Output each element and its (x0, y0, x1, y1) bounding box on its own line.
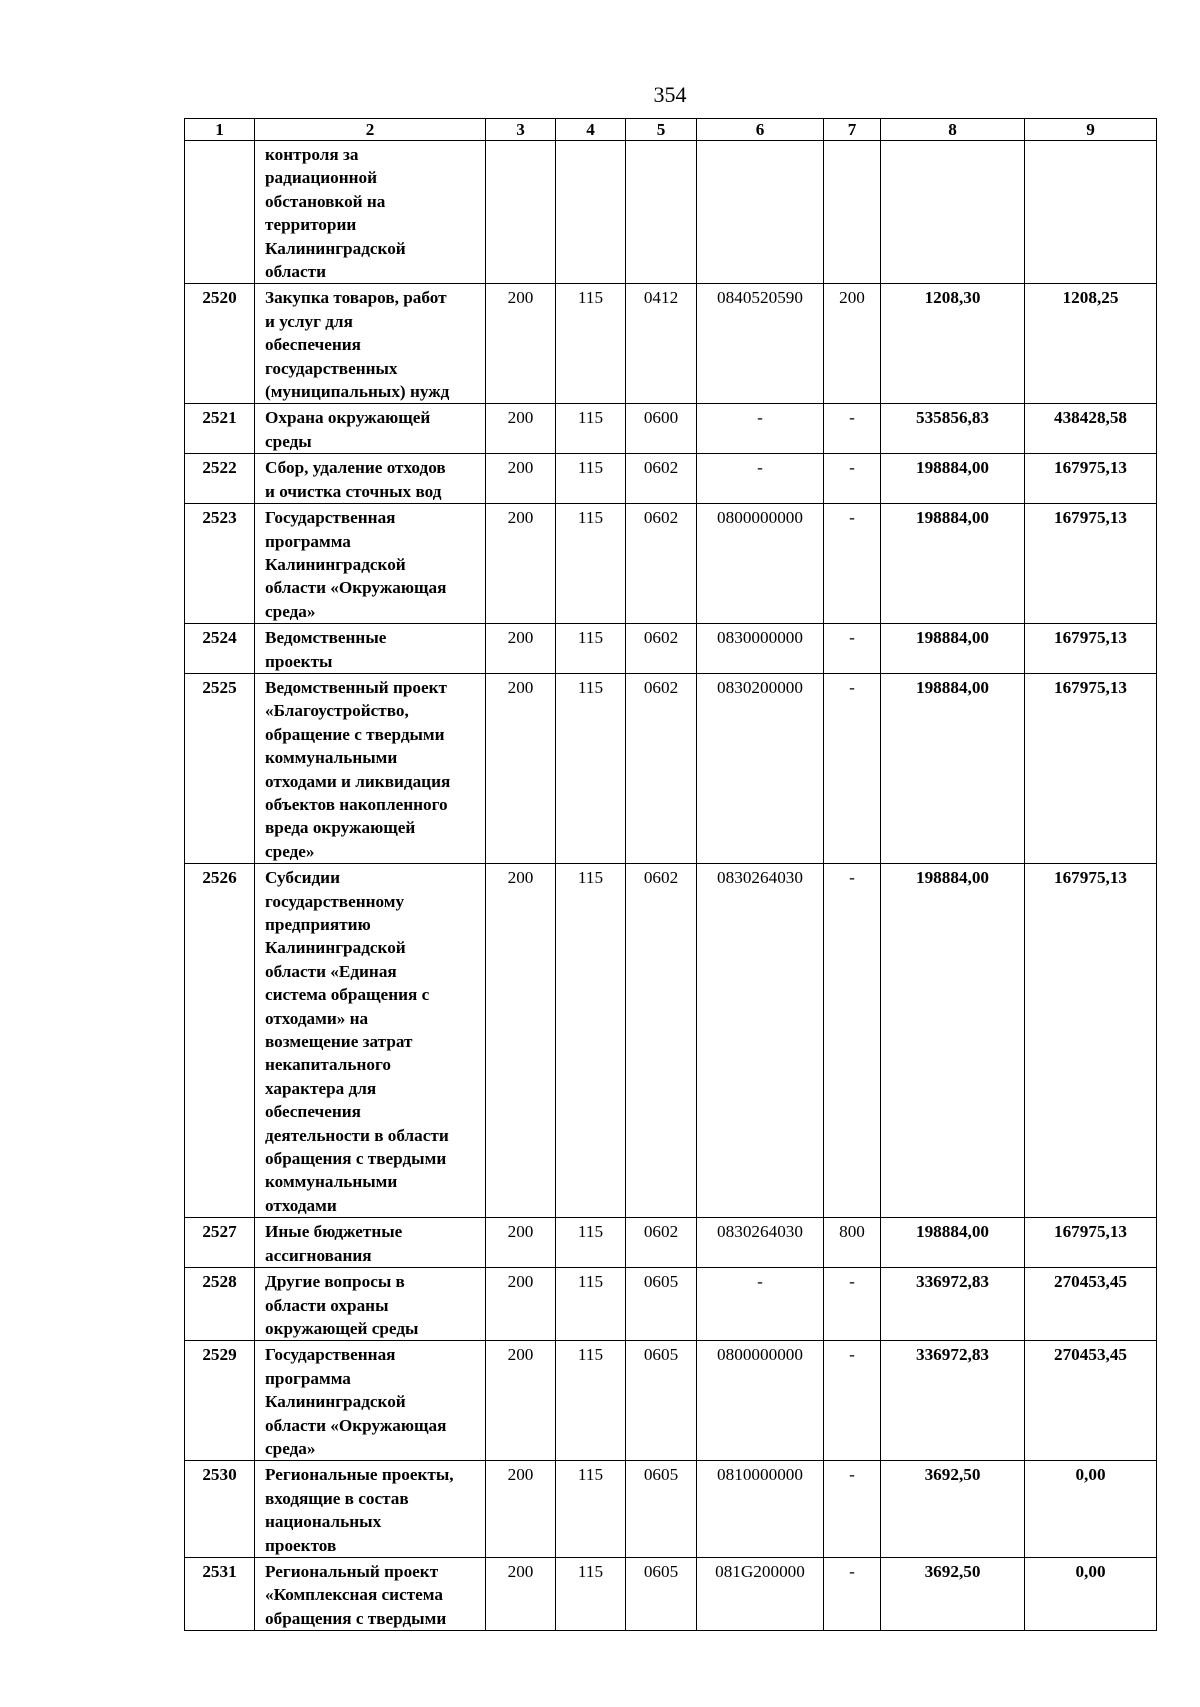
admin-code: 200 (486, 1341, 556, 1461)
admin-code (486, 141, 556, 284)
admin-code: 200 (486, 1557, 556, 1630)
table-row (185, 673, 1157, 863)
planned-amount: 198884,00 (881, 504, 1025, 624)
department-code: 115 (556, 1268, 626, 1341)
row-number: 2524 (185, 624, 255, 674)
table-row (185, 404, 1157, 454)
actual-amount: 167975,13 (1025, 504, 1157, 624)
admin-code: 200 (486, 624, 556, 674)
department-code: 115 (556, 284, 626, 404)
row-description: Региональный проект «Комплексная система обращения с твердыми (255, 1557, 486, 1630)
section-code: 0412 (626, 284, 697, 404)
department-code: 115 (556, 1341, 626, 1461)
target-article-code: 081G200000 (697, 1557, 824, 1630)
table-row (185, 1218, 1157, 1268)
column-number: 6 (697, 119, 824, 141)
row-number: 2529 (185, 1341, 255, 1461)
table-row (185, 1341, 1157, 1461)
section-code: 0602 (626, 454, 697, 504)
actual-amount: 167975,13 (1025, 1218, 1157, 1268)
department-code (556, 141, 626, 284)
section-code: 0605 (626, 1341, 697, 1461)
column-number: 9 (1025, 119, 1157, 141)
column-number: 5 (626, 119, 697, 141)
planned-amount: 198884,00 (881, 624, 1025, 674)
column-number: 2 (255, 119, 486, 141)
row-description: Закупка товаров, работ и услуг для обеспечения государственных (муниципальных) нужд (255, 284, 486, 404)
actual-amount: 167975,13 (1025, 673, 1157, 863)
expense-type-code: - (824, 1268, 881, 1341)
row-number: 2520 (185, 284, 255, 404)
target-article-code: 0800000000 (697, 504, 824, 624)
row-number: 2522 (185, 454, 255, 504)
row-description: Иные бюджетные ассигнования (255, 1218, 486, 1268)
admin-code: 200 (486, 284, 556, 404)
row-number: 2531 (185, 1557, 255, 1630)
expense-type-code: - (824, 673, 881, 863)
table-row (185, 864, 1157, 1218)
target-article-code: 0800000000 (697, 1341, 824, 1461)
section-code: 0600 (626, 404, 697, 454)
actual-amount: 167975,13 (1025, 454, 1157, 504)
expense-type-code (824, 141, 881, 284)
planned-amount: 198884,00 (881, 673, 1025, 863)
row-number: 2526 (185, 864, 255, 1218)
table-row (185, 1268, 1157, 1341)
actual-amount: 438428,58 (1025, 404, 1157, 454)
row-number: 2528 (185, 1268, 255, 1341)
actual-amount: 167975,13 (1025, 624, 1157, 674)
target-article-code: - (697, 1268, 824, 1341)
section-code: 0605 (626, 1557, 697, 1630)
column-number: 8 (881, 119, 1025, 141)
page-number: 354 (653, 82, 687, 107)
target-article-code: 0810000000 (697, 1461, 824, 1558)
section-code (626, 141, 697, 284)
actual-amount: 0,00 (1025, 1461, 1157, 1558)
row-description: Сбор, удаление отходов и очистка сточных вод (255, 454, 486, 504)
row-description: Государственная программа Калининградской области «Окружающая среда» (255, 1341, 486, 1461)
row-description: Ведомственные проекты (255, 624, 486, 674)
department-code: 115 (556, 1461, 626, 1558)
target-article-code: 0830264030 (697, 864, 824, 1218)
row-number (185, 141, 255, 284)
department-code: 115 (556, 624, 626, 674)
section-code: 0602 (626, 504, 697, 624)
department-code: 115 (556, 504, 626, 624)
target-article-code: 0830264030 (697, 1218, 824, 1268)
column-number-row (185, 119, 1157, 141)
planned-amount: 3692,50 (881, 1461, 1025, 1558)
expense-type-code: - (824, 504, 881, 624)
row-number: 2527 (185, 1218, 255, 1268)
planned-amount: 336972,83 (881, 1268, 1025, 1341)
admin-code: 200 (486, 1461, 556, 1558)
row-description: контроля за радиационной обстановкой на территории Калининградской области (255, 141, 486, 284)
target-article-code: - (697, 454, 824, 504)
admin-code: 200 (486, 454, 556, 504)
table-row (185, 284, 1157, 404)
department-code: 115 (556, 1218, 626, 1268)
planned-amount: 1208,30 (881, 284, 1025, 404)
table-row (185, 1461, 1157, 1558)
table-row (185, 624, 1157, 674)
admin-code: 200 (486, 1268, 556, 1341)
row-description: Другие вопросы в области охраны окружающей среды (255, 1268, 486, 1341)
actual-amount (1025, 141, 1157, 284)
column-number: 1 (185, 119, 255, 141)
row-description: Государственная программа Калининградской области «Окружающая среда» (255, 504, 486, 624)
row-number: 2525 (185, 673, 255, 863)
column-number: 7 (824, 119, 881, 141)
actual-amount: 270453,45 (1025, 1268, 1157, 1341)
row-number: 2530 (185, 1461, 255, 1558)
target-article-code: 0830000000 (697, 624, 824, 674)
column-number: 4 (556, 119, 626, 141)
target-article-code: 0840520590 (697, 284, 824, 404)
department-code: 115 (556, 1557, 626, 1630)
department-code: 115 (556, 673, 626, 863)
section-code: 0602 (626, 864, 697, 1218)
planned-amount: 198884,00 (881, 1218, 1025, 1268)
row-description: Ведомственный проект «Благоустройство, обращение с твердыми коммунальными отходами и ликвидация объектов накопленного вреда окружающей среде» (255, 673, 486, 863)
row-number: 2521 (185, 404, 255, 454)
table-row (185, 454, 1157, 504)
actual-amount: 0,00 (1025, 1557, 1157, 1630)
department-code: 115 (556, 454, 626, 504)
admin-code: 200 (486, 673, 556, 863)
department-code: 115 (556, 864, 626, 1218)
target-article-code: - (697, 404, 824, 454)
expense-type-code: - (824, 864, 881, 1218)
row-number: 2523 (185, 504, 255, 624)
section-code: 0602 (626, 673, 697, 863)
expense-type-code: - (824, 624, 881, 674)
admin-code: 200 (486, 504, 556, 624)
expense-type-code: 800 (824, 1218, 881, 1268)
row-description: Охрана окружающей среды (255, 404, 486, 454)
planned-amount: 198884,00 (881, 454, 1025, 504)
expense-type-code: 200 (824, 284, 881, 404)
planned-amount: 198884,00 (881, 864, 1025, 1218)
expense-type-code: - (824, 1557, 881, 1630)
section-code: 0602 (626, 624, 697, 674)
row-description: Субсидии государственному предприятию Калининградской области «Единая система обращения с отходами» на возмещение затрат некапитального характера для обеспечения деятельности в области обращения с твердыми коммунальными отходами (255, 864, 486, 1218)
actual-amount: 167975,13 (1025, 864, 1157, 1218)
target-article-code: 0830200000 (697, 673, 824, 863)
table-row (185, 141, 1157, 284)
table-row (185, 1557, 1157, 1630)
row-description: Региональные проекты, входящие в состав национальных проектов (255, 1461, 486, 1558)
column-number: 3 (486, 119, 556, 141)
expense-type-code: - (824, 454, 881, 504)
expense-type-code: - (824, 404, 881, 454)
admin-code: 200 (486, 404, 556, 454)
actual-amount: 1208,25 (1025, 284, 1157, 404)
expense-type-code: - (824, 1461, 881, 1558)
department-code: 115 (556, 404, 626, 454)
planned-amount: 3692,50 (881, 1557, 1025, 1630)
admin-code: 200 (486, 1218, 556, 1268)
planned-amount (881, 141, 1025, 284)
section-code: 0602 (626, 1218, 697, 1268)
expense-type-code: - (824, 1341, 881, 1461)
budget-table (184, 118, 1157, 1631)
section-code: 0605 (626, 1268, 697, 1341)
planned-amount: 535856,83 (881, 404, 1025, 454)
table-row (185, 504, 1157, 624)
actual-amount: 270453,45 (1025, 1341, 1157, 1461)
admin-code: 200 (486, 864, 556, 1218)
target-article-code (697, 141, 824, 284)
section-code: 0605 (626, 1461, 697, 1558)
planned-amount: 336972,83 (881, 1341, 1025, 1461)
